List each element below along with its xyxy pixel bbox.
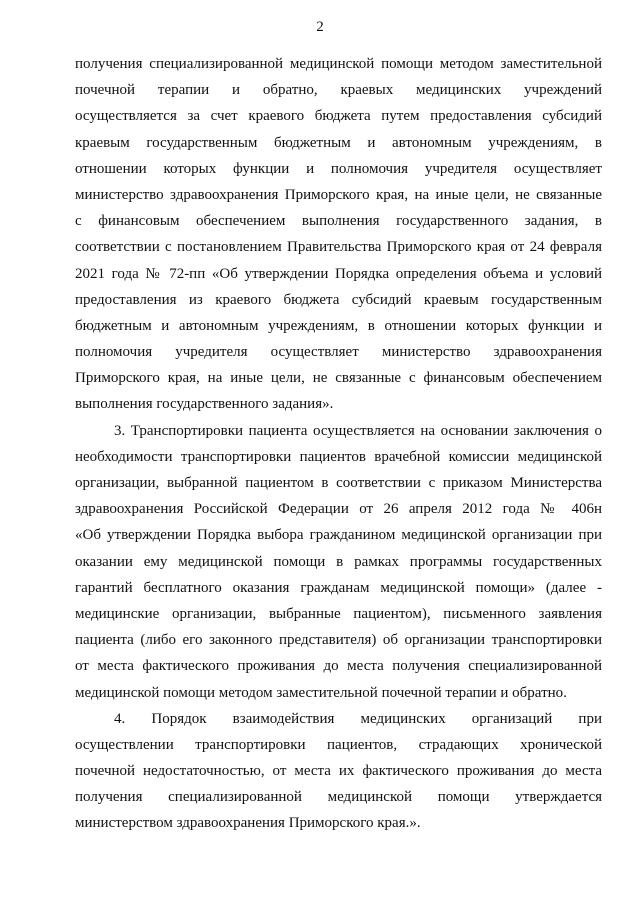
text-line: медицинские организации, выбранные пациентом), письменного заявления (75, 605, 602, 622)
text-line: гарантий бесплатного оказания гражданам медицинской помощи» (далее - (75, 579, 602, 596)
text-line: осуществлении транспортировки пациентов, страдающих хронической (75, 736, 602, 753)
text-line: почечной терапии и обратно, краевых медицинских учреждений (75, 82, 602, 99)
text-line: «Об утверждении Порядка выбора гражданином медицинской организации при (75, 527, 602, 544)
text-line: министерством здравоохранения Приморского края.». (75, 815, 421, 832)
text-line: полномочия учредителя осуществляет министерство здравоохранения (75, 344, 602, 361)
text-line: краевым государственным бюджетным и автономным учреждениям, в (75, 134, 602, 151)
text-line: пациента (либо его законного представителя) об организации транспортировки (75, 632, 602, 649)
text-line: с финансовым обеспечением выполнения государственного задания, в (75, 213, 602, 230)
text-line: бюджетным и автономным учреждениям, в отношении которых функции и (75, 317, 602, 334)
text-line: здравоохранения Российской Федерации от 26 апреля 2012 года № 406н (75, 501, 602, 518)
text-line: предоставления из краевого бюджета субсидий краевым государственным (75, 291, 602, 308)
text-line: министерство здравоохранения Приморского края, на иные цели, не связанные (75, 186, 602, 203)
text-line: 4. Порядок взаимодействия медицинских организаций при (114, 710, 602, 727)
text-line: выполнения государственного задания». (75, 396, 334, 413)
text-line: медицинской помощи методом заместительной почечной терапии и обратно. (75, 684, 567, 701)
text-line: Приморского края, на иные цели, не связанные с финансовым обеспечением (75, 370, 602, 387)
text-line: отношении которых функции и полномочия учредителя осуществляет (75, 160, 602, 177)
text-line: осуществляется за счет краевого бюджета путем предоставления субсидий (75, 108, 602, 125)
page-number: 2 (316, 19, 324, 35)
text-line: оказании ему медицинской помощи в рамках программы государственных (75, 553, 602, 570)
text-line: получения специализированной медицинской помощи методом заместительной (75, 56, 602, 72)
text-line: почечной недостаточностью, от места их фактического проживания до места (75, 763, 602, 780)
text-line: 2021 года № 72-пп «Об утверждении Порядка определения объема и условий (75, 265, 602, 282)
text-line: соответствии с постановлением Правительства Приморского края от 24 февраля (75, 239, 602, 256)
text-line: необходимости транспортировки пациентов врачебной комиссии медицинской (75, 448, 602, 465)
text-line: организации, выбранной пациентом в соответствии с приказом Министерства (75, 475, 602, 491)
text-line: 3. Транспортировки пациента осуществляется на основании заключения о (114, 422, 602, 439)
document-body (75, 51, 602, 837)
text-line: получения специализированной медицинской помощи утверждается (75, 789, 602, 806)
text-line: от места фактического проживания до места получения специализированной (75, 658, 602, 675)
